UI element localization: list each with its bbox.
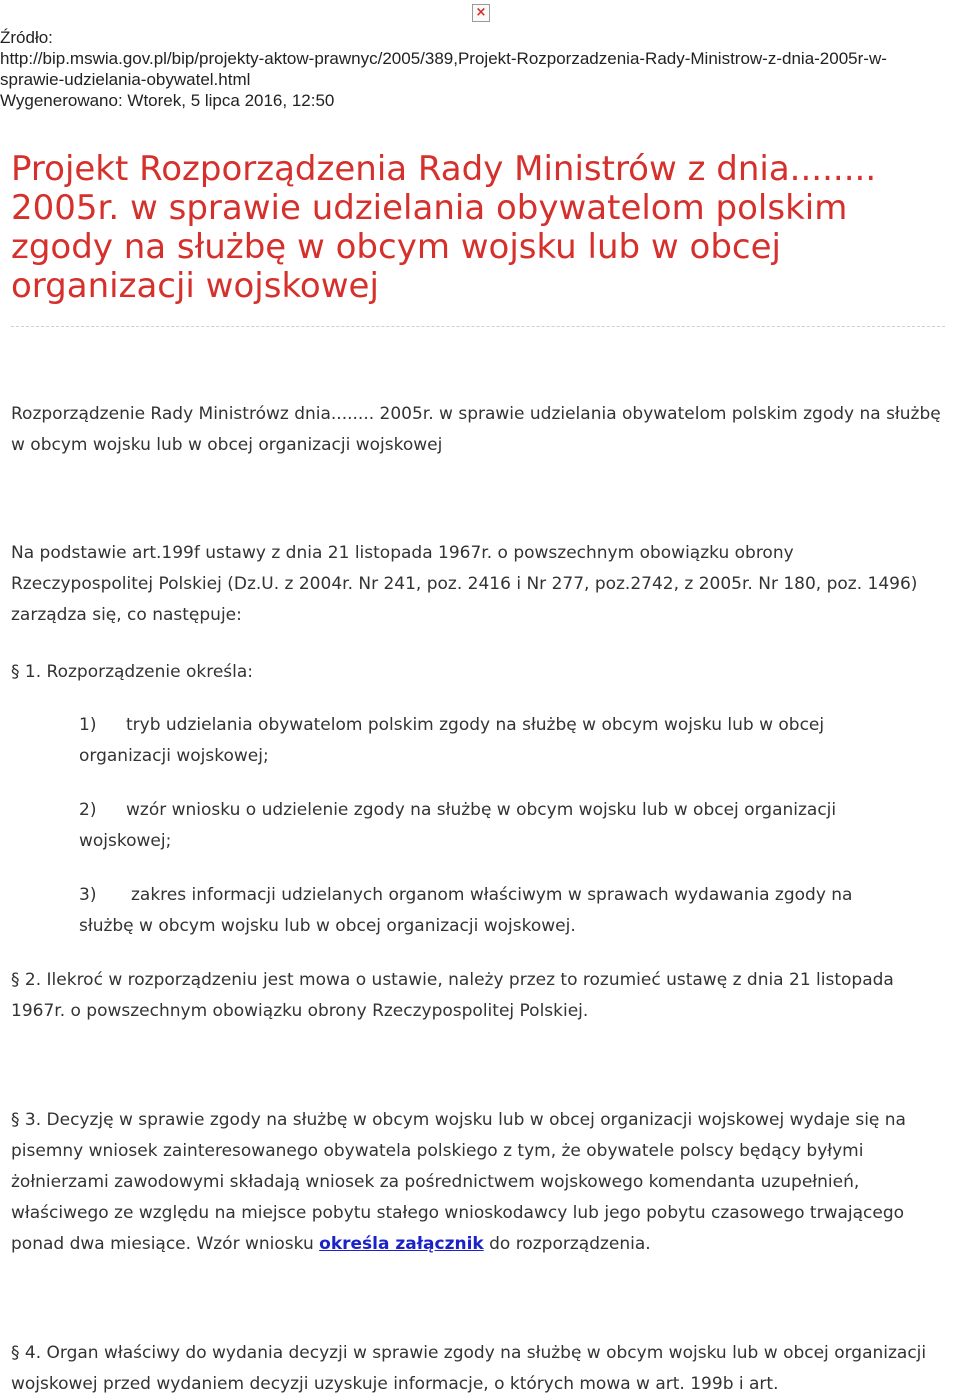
section-2-paragraph: § 2. Ilekroć w rozporządzeniu jest mowa o ustawie, należy przez to rozumieć ustawę z dnia 21 listopada 1967r. o powszechnym obowiązku obrony Rzeczypospolitej Polskiej. bbox=[11, 970, 894, 1021]
attachment-link[interactable]: określa załącznik bbox=[319, 1234, 484, 1254]
broken-image-icon bbox=[472, 4, 490, 22]
list-item bbox=[79, 710, 909, 772]
list-item-number: 3) bbox=[79, 885, 97, 905]
list-item-number: 2) bbox=[79, 800, 97, 820]
list-item-text: tryb udzielania obywatelom polskim zgody na służbę w obcym wojsku lub w obcej organizacji wojskowej; bbox=[79, 715, 825, 766]
section-1-heading: § 1. Rozporządzenie określa: bbox=[11, 662, 254, 682]
list-item-text: zakres informacji udzielanych organom właściwym w sprawach wydawania zgody na służbę w obcym wojsku lub w obcej organizacji wojskowej. bbox=[79, 885, 853, 936]
source-header bbox=[0, 27, 960, 111]
section-3-text-end: do rozporządzenia. bbox=[483, 1234, 651, 1254]
generated-timestamp: Wygenerowano: Wtorek, 5 lipca 2016, 12:50 bbox=[0, 91, 335, 110]
section-3-text: § 3. Decyzję w sprawie zgody na służbę w obcym wojsku lub w obcej organizacji wojskowej wydaje się na pisemny wniosek zainteresowanego obywatela polskiego z tym, że obywatele polscy będący byłymi żołnierzami zawodowymi składają wniosek za pośrednictwem wojskowego komendanta uzupełnień, właściwego ze względu na miejsce pobytu stałego wnioskodawcy lub jego pobytu czasowego trwającego ponad dwa miesiące. Wzór wniosku bbox=[11, 1110, 906, 1254]
section-4-paragraph: § 4. Organ właściwy do wydania decyzji w sprawie zgody na służbę w obcym wojsku lub w obcej organizacji wojskowej przed wydaniem decyzji uzyskuje informacje, o których mowa w art. 199b i art. bbox=[11, 1343, 927, 1394]
title-divider bbox=[11, 326, 945, 327]
source-label: Źródło: bbox=[0, 28, 53, 47]
list-item bbox=[79, 880, 909, 942]
list-item bbox=[79, 795, 909, 857]
source-url-line2: sprawie-udzielania-obywatel.html bbox=[0, 70, 251, 89]
intro-paragraph: Rozporządzenie Rady Ministrówz dnia........ 2005r. w sprawie udzielania obywatelom polskim zgody na służbę w obcym wojsku lub w obcej organizacji wojskowej bbox=[11, 404, 941, 455]
list-item-text: wzór wniosku o udzielenie zgody na służbę w obcym wojsku lub w obcej organizacji wojskowej; bbox=[79, 800, 837, 851]
page-title: Projekt Rozporządzenia Rady Ministrów z dnia........ 2005r. w sprawie udzielania obywatelom polskim zgody na służbę w obcym wojsku lub w obcej organizacji wojskowej bbox=[11, 149, 877, 306]
source-url-line1: http://bip.mswia.gov.pl/bip/projekty-aktow-prawnyc/2005/389,Projekt-Rozporzadzenia-Rady-Ministrow-z-dnia-2005r-w- bbox=[0, 49, 887, 68]
close-icon: × bbox=[475, 5, 487, 20]
legal-basis-paragraph: Na podstawie art.199f ustawy z dnia 21 listopada 1967r. o powszechnym obowiązku obrony Rzeczypospolitej Polskiej (Dz.U. z 2004r. Nr 241, poz. 2416 i Nr 277, poz.2742, z 2005r. Nr 180, poz. 1496) zarządza się, co następuje: bbox=[11, 543, 918, 625]
list-item-number: 1) bbox=[79, 715, 97, 735]
section-3-paragraph bbox=[11, 1105, 941, 1260]
